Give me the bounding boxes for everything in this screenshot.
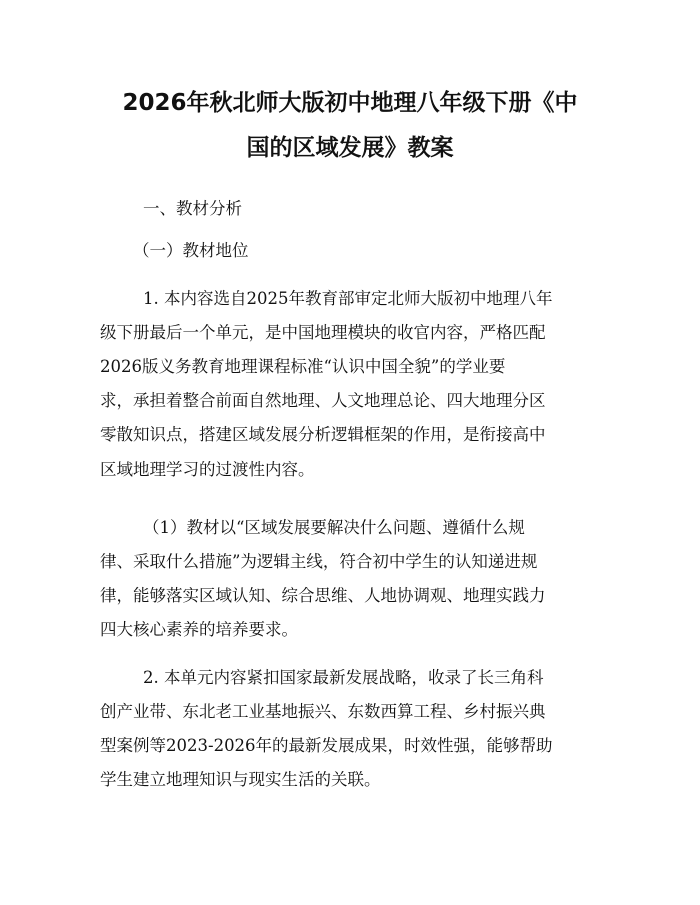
paragraph-2-line-1: （1）教材以“区域发展要解决什么问题、遵循什么规 (143, 518, 525, 537)
paragraph-1-line-2: 级下册最后一个单元，是中国地理模块的收官内容，严格匹配 (100, 323, 546, 342)
paragraph-1-line-5: 零散知识点，搭建区域发展分析逻辑框架的作用，是衔接高中 (100, 425, 546, 444)
document-title-line-2: 国的区域发展》教案 (246, 135, 454, 161)
paragraph-1-line-3: 2026版义务教育地理课程标准“认识中国全貌”的学业要 (100, 357, 506, 376)
document-title-line-1: 2026年秋北师大版初中地理八年级下册《中 (122, 90, 578, 116)
subsection-heading: （一）教材地位 (133, 241, 249, 260)
paragraph-1-line-4: 求，承担着整合前面自然地理、人文地理总论、四大地理分区 (100, 391, 546, 410)
paragraph-3-line-2: 创产业带、东北老工业基地振兴、东数西算工程、乡村振兴典 (100, 702, 546, 721)
paragraph-3-line-3: 型案例等2023-2026年的最新发展成果，时效性强，能够帮助 (100, 736, 553, 755)
paragraph-3-line-1: 2. 本单元内容紧扣国家最新发展战略，收录了长三角科 (143, 668, 544, 687)
paragraph-2-line-3: 律，能够落实区域认知、综合思维、人地协调观、地理实践力 (100, 586, 546, 605)
paragraph-2-line-4: 四大核心素养的培养要求。 (100, 620, 298, 639)
paragraph-1-line-1: 1. 本内容选自2025年教育部审定北师大版初中地理八年 (143, 289, 553, 308)
paragraph-2-line-2: 律、采取什么措施”为逻辑主线，符合初中学生的认知递进规 (100, 552, 538, 571)
paragraph-1-line-6: 区域地理学习的过渡性内容。 (100, 460, 315, 479)
section-heading: 一、教材分析 (143, 199, 242, 218)
paragraph-3-line-4: 学生建立地理知识与现实生活的关联。 (100, 770, 381, 789)
